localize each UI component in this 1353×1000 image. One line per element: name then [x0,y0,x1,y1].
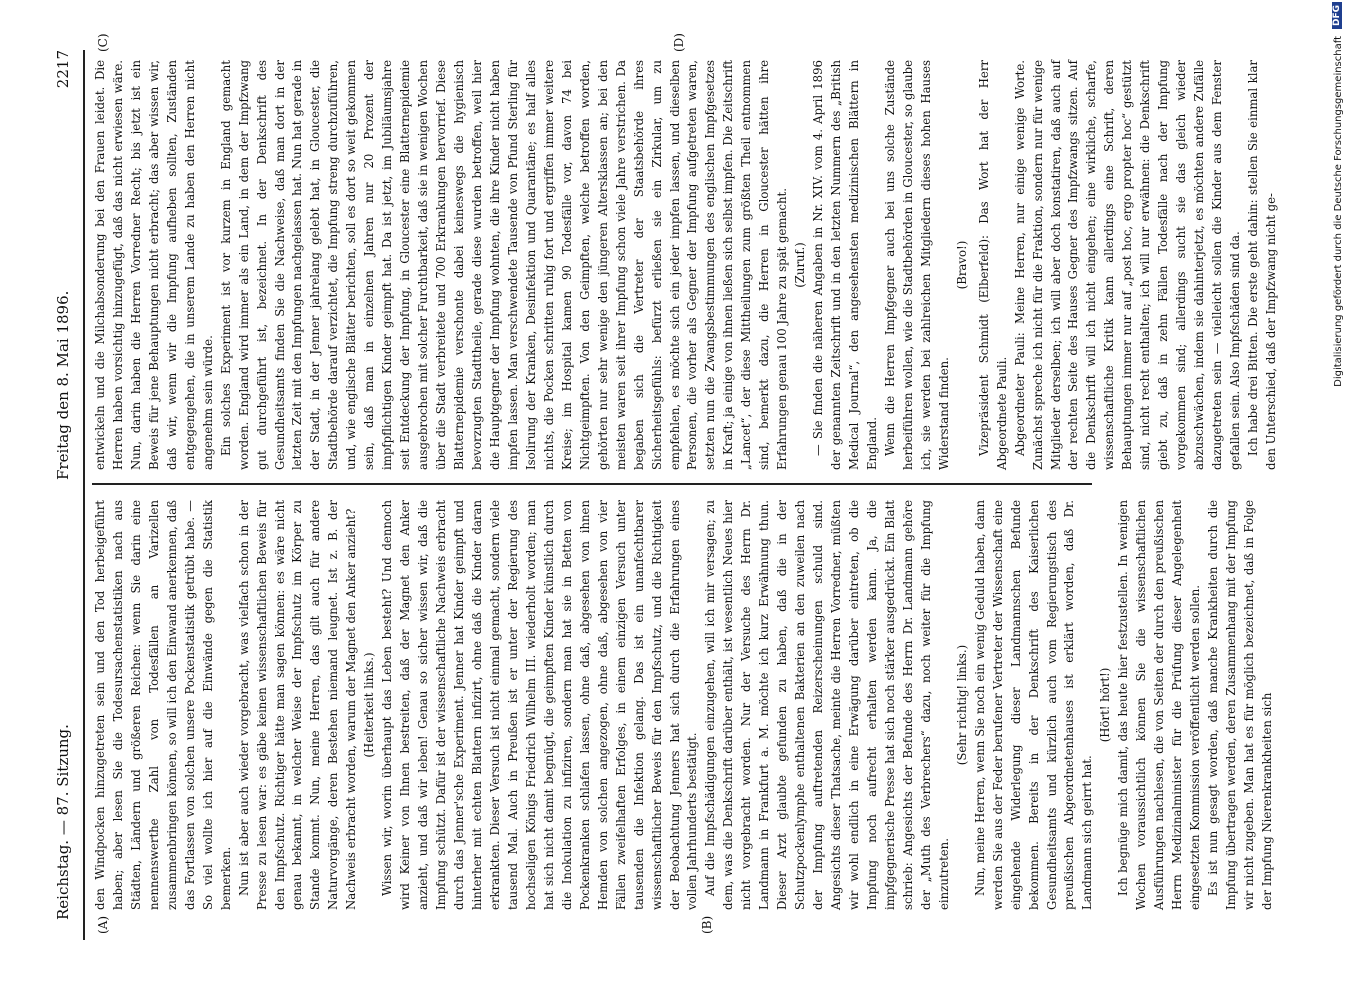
header-date: Freitag den 8. Mai 1896. [54,290,72,480]
paragraph: Nun, meine Herren, wenn Sie noch ein wenig Geduld haben, dann werden Sie aus der Feder berufener Vertreter der Wissenschaft eine eingehende Widerlegung dieser Landmannschen Befunde bekommen. Bereits in der Denkschrift des Kaiserlichen Gesundheitsamts und kürzlich auch vom Regierungstisch des preußischen Abgeordnetenhauses ist erklärt worden, daß Dr. Landmann sich geirrt hat. [972,500,1095,910]
marker-b: (B) [700,915,714,934]
funding-note: Digitalisierung gefördert durch die Deutsche Forschungsgemeinschaft [1333,36,1344,387]
interjection: (Heiterkeit links.) [362,652,377,758]
page-number: 2217 [54,50,72,89]
paragraph: den Windpocken hinzugetreten sein und den Tod herbeigeführt haben; aber lesen Sie die Todesursachenstatistiken nach aus Städten, Ländern und größeren Reichen: wenn Sie darin eine nennenswerthe Zahl von Todesfällen an Varizellen zusammenbringen können, so will ich den Einwand anerkennen, daß das Fortlassen von solchen unsere Pockenstatistik getrübt habe. — So viel wollte ich hier auf die Einwände gegen die Statistik bemerken. [93,500,233,910]
paragraph: entwickeln und die Milchabsonderung bei den Frauen leidet. Die Herren haben vorsichtig hinzugefügt, daß das nicht erwiesen wäre. Nun, darin haben die Herren Vorredner Recht; bis jetzt ist ein Beweis für jene Behauptungen nicht erbracht; das aber wissen wir, daß wir, wenn wir die Impfung aufheben sollten, Zuständen entgegengehen, die in unserem Lande zu haben den Herren nicht angenehm sein würde. [93,60,215,470]
paragraph: Vizepräsident Schmidt (Elberfeld): Das Wort hat der Herr Abgeordnete Pauli. [976,60,1009,470]
interjection: (Hört! hört!) [1098,667,1113,743]
paragraph: — Sie finden die näheren Angaben in Nr. XIV. vom 4. April 1896 der genannten Zeitschrift und in den letzten Nummern des „British Medical Journal“, den angesehensten medizinischen Blättern in England. [811,60,879,470]
paragraph: Auf die Impfschädigungen einzugehen, will ich mir versagen; zu dem, was die Denkschrift darüber enthält, ist wesentlich Neues hier nicht vorgebracht worden. Nur der Versuche des Herrn Dr. Landmann in Frankfurt a. M. möchte ich kurz Erwähnung thun. Dieser Arzt glaubte gefunden zu haben, daß die in der Schutzpockenlymphe enthaltenen Bakterien an den zuweilen nach der Impfung auftretenden Reizerscheinungen schuld sind. Angesichts dieser Thatsache, meinte die Herren Vorredner, müßten wir wohl endlich in eine Erwägung darüber eintreten, ob die Impfung noch aufrecht erhalten werden kann. Ja, die impfgegnerische Presse hat sich noch stärker ausgedrückt. Ein Blatt schrieb: Angesichts der Befunde des Herrn Dr. Landmann gehöre der „Muth des Verbrechers“ dazu, noch weiter für die Impfung einzutreten. [703,500,951,910]
header-session: Reichstag. — 87. Sitzung. [54,724,72,920]
interjection: (Sehr richtig! links.) [954,644,969,766]
paragraph: Wissen wir, worin überhaupt das Leben besteht? Und dennoch wird Keiner von Ihnen bestreiten, daß der Magnet den Anker anzieht, und daß wir leben! Genau so sicher wissen wir, daß die Impfung schützt. Dafür ist der wissenschaftliche Nachweis erbracht durch das Jenner'sche Experiment. Jenner hat Kinder geimpft und hinterher mit echten Blattern infizirt, ohne daß die Kinder daran erkrankten. Dieser Versuch ist nicht einmal gemacht, sondern viele tausend Mal. Auch in Preußen ist er unter der Regierung des hochseligen Königs Friedrich Wilhelm III. wiederholt worden; man hat sich nicht damit begnügt, die geimpften Kinder künstlich durch die Inokulation zu infiziren, sondern man hat sie in Betten von Pockenkranken schlafen lassen, ohne daß, abgesehen von ihnen Hemden von solchen angezogen, ohne daß, abgesehen von vier Fällen zweifelhaften Erfolges, in einem einzigen Versuch unter tausenden die Infektion gelang. Das ist ein unanfechtbarer wissenschaftlicher Beweis für den Impfschutz, und die Richtigkeit der Beobachtung Jenners hat sich durch die Erfahrungen eines vollen Jahrhunderts bestätigt. [380,500,700,910]
left-column [92,500,1274,910]
dfg-logo: DFG [1332,2,1342,29]
paragraph: Ein solches Experiment ist vor kurzem in England gemacht worden. England wird immer als ein Land, in dem der Impfzwang gut durchgeführt ist, bezeichnet. In der Denkschrift des Gesundheitsamts finden Sie die Nachweise, daß man dort in der letzten Zeit mit den Impfungen nachgelassen hat. Nun hat gerade in der Stadt, in der Jenner jahrelang gelebt hat, in Gloucester, die Stadtbehörde darauf verzichtet, die Impfung streng durchzuführen, und, wie englische Blätter berichten, soll es dort so weit gekommen sein, daß man in einzelnen Jahren nur 20 Prozent der impfpflichtigen Kinder geimpft hat. Da ist jetzt, im Jubiläumsjahre seit Entdeckung der Impfung, in Gloucester eine Blatternepidemie ausgebrochen mit solcher Furchtbarkeit, daß sie in wenigen Wochen über die Stadt verbreitete und 700 Erkrankungen hervorrief. Diese Blatternepidemie verschonte dabei keineswegs die hygienisch bevorzugten Stadttheile, gerade diese wurden betroffen, weil hier die Hauptgegner der Impfung wohnten, die ihre Kinder nicht haben impfen lassen. Man verschwendete Tausende von Pfund Sterling für Isolirung der Kranken, Desinfektion und Quarantäne; es half alles nichts, die Pocken schritten ruhig fort und ergriffen immer weitere Kreise; im Hospital kamen 90 Todesfälle vor, davon 74 bei Nichtgeimpften. Von den Geimpften, welche betroffen worden, gehörten nur sehr wenige den jüngeren Altersklassen an; bei den meisten waren seit ihrer Impfung schon viele Jahre verstrichen. Da begaben sich die Vertreter der Staatsbehörde ihres Sicherheitsgefühls: befürzt erließen sie ein Zirkular, um zu empfehlen, es möchte sich ein jeder impfen lassen, und dieselben Personen, die vorher als Gegner der Impfung aufgetreten waren, setzten nun die Zwangsbestimmungen des englischen Impfgesetzes in Kraft; ja einige von ihnen ließen sich selbst impfen. Die Zeitschrift „Lancet“, der diese Mittheilungen zum größten Theil entnommen sind, bemerkt dazu, die Herren in Gloucester hätten ihre Erfahrungen genau 100 Jahre zu spät gemacht. [218,60,790,470]
interjection: (Zuruf.) [793,242,808,288]
header-rule [83,50,85,940]
paragraph: Nun ist aber auch wieder vorgebracht, was vielfach schon in der Presse zu lesen war: es gäbe keinen wissenschaftlichen Beweis für den Impfschutz. Richtiger hätte man sagen können: es wäre nicht genau bekannt, in welcher Weise der Impfschutz im Körper zu Stande kommt. Nun, meine Herren, das gilt auch für andere Naturvorgänge, deren Bestehen niemand leugnet. Ist z. B. der Nachweis erbracht worden, warum der Magnet den Anker anzieht? [236,500,359,910]
paragraph: Wenn die Herren Impfgegner auch bei uns solche Zustände herbeiführen wollen, wie die Stadtbehörden in Gloucester, so glaube ich, sie werden bei zahlreichen Mitgliedern dieses hohen Hauses Widerstand finden. [882,60,951,470]
marker-d: (D) [672,33,686,52]
paragraph: Ich habe drei Bitten. Die erste geht dahin: stellen Sie einmal klar den Unterschied, daß der Impfzwang nicht ge- [1246,60,1278,470]
page-header [54,50,76,940]
paragraph: Abgeordneter Pauli: Meine Herren, nur einige wenige Worte. Zunächst spreche ich nicht für die Fraktion, sondern nur für wenige Mitglieder derselben; ich will aber doch konstatiren, daß auch auf der rechten Seite des Hauses Gegner des Impfzwangs sitzen. Auf die Denkschrift will ich nicht eingehen; eine wirkliche, scharfe, wissenschaftliche Kritik kann allerdings eine Schrift, deren Behauptungen immer nur auf „post hoc, ergo propter hoc“ gestützt sind, nicht recht enthalten; ich will nur erwähnen: die Denkschrift giebt zu, daß in zehn Fällen Todesfälle nach der Impfung vorgekommen sind; allerdings sucht sie das gleich wieder abzuschwächen, indem sie dahinterjetzt, es möchten andere Zufälle dazugetreten sein — vielleicht sollen die Kinder aus dem Fenster gefallen sein. Also Impfschäden sind da. [1012,60,1243,470]
right-column [92,60,1278,470]
marker-c: (C) [96,33,110,52]
marker-a: (A) [96,915,110,934]
paragraph: Ich begnüge mich damit, das heute hier festzustellen. In wenigen Wochen voraussichtlich können Sie die wissenschaftlichen Ausführungen nachlesen, die von Seiten der durch den preußischen Herrn Medizinalminister für die Prüfung dieser Angelegenheit eingesetzten Kommission veröffentlicht werden sollen. [1116,500,1203,910]
column-divider [92,483,1092,485]
interjection: (Bravo!) [954,240,969,290]
digitization-footer [1333,0,1349,960]
paragraph: Es ist nun gesagt worden, daß manche Krankheiten durch die Impfung übertragen werden, deren Zusammenhang mit der Impfung wir nicht zugeben. Man hat es für möglich bezeichnet, daß in Folge der Impfung Nierenkrankheiten sich [1206,500,1274,910]
